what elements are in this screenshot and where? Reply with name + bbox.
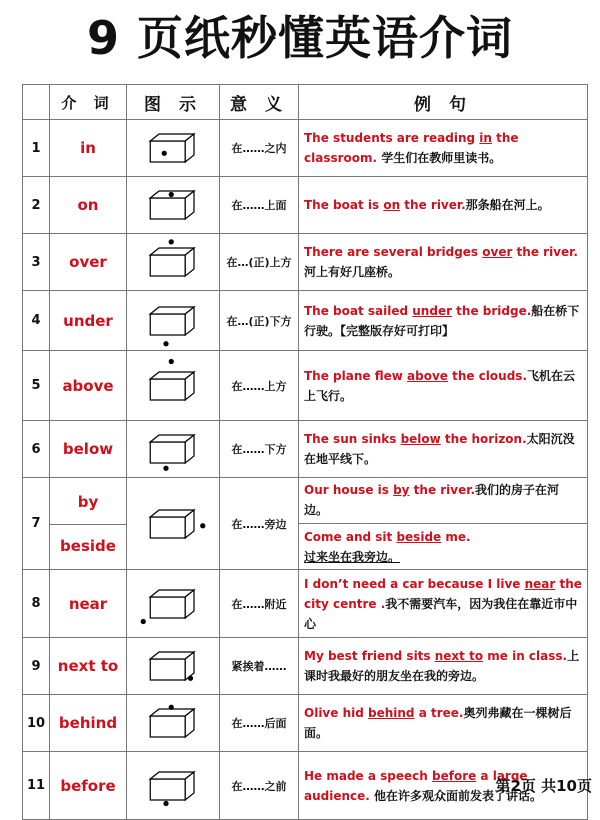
- example-sentence: The boat sailed under the bridge.船在桥下行驶。【完整版存好可打印】: [299, 291, 588, 351]
- example-sentence: The sun sinks below the horizon.太阳沉没在地平线下。: [299, 421, 588, 478]
- example-sentence: The boat is on the river.那条船在河上。: [299, 177, 588, 234]
- preposition: over: [50, 234, 127, 291]
- meaning: 在……之内: [220, 120, 299, 177]
- cube-diagram-icon: [127, 120, 220, 177]
- cube-diagram-icon: [127, 177, 220, 234]
- table-header: [23, 85, 588, 120]
- table-row: [23, 478, 588, 570]
- cube-diagram-icon: [127, 638, 220, 695]
- example-sentence: He made a speech before a large audience. 他在许多观众面前发表了讲话。: [299, 752, 588, 820]
- table-row: [23, 695, 588, 752]
- preposition: near: [50, 570, 127, 638]
- meaning: 在……附近: [220, 570, 299, 638]
- meaning: 在……上面: [220, 177, 299, 234]
- meaning: 在……上方: [220, 351, 299, 421]
- preposition: behind: [50, 695, 127, 752]
- preposition: on: [50, 177, 127, 234]
- header-pic: 图 示: [127, 85, 220, 120]
- row-number: 4: [23, 291, 50, 351]
- row-number: 3: [23, 234, 50, 291]
- row-number: 5: [23, 351, 50, 421]
- preposition: by beside: [50, 478, 127, 570]
- row-number: 9: [23, 638, 50, 695]
- example-sentence: There are several bridges over the river.河上有好几座桥。: [299, 234, 588, 291]
- table-row: [23, 638, 588, 695]
- meaning: 在……后面: [220, 695, 299, 752]
- preposition: above: [50, 351, 127, 421]
- preposition-table: [22, 84, 588, 820]
- page-title: 9 页纸秒懂英语介词: [86, 11, 514, 65]
- preposition: below: [50, 421, 127, 478]
- row-number: 6: [23, 421, 50, 478]
- cube-diagram-icon: [127, 570, 220, 638]
- meaning: 紧挨着……: [220, 638, 299, 695]
- row-number: 10: [23, 695, 50, 752]
- cube-diagram-icon: [127, 478, 220, 570]
- example-sentence: The students are reading in the classroom. 学生们在教师里读书。: [299, 120, 588, 177]
- header-num: [23, 85, 50, 120]
- cube-diagram-icon: [127, 421, 220, 478]
- example-sentence: My best friend sits next to me in class.上课时我最好的朋友坐在我的旁边。: [299, 638, 588, 695]
- table-row: [23, 421, 588, 478]
- header-example: 例 句: [299, 85, 588, 120]
- table-row: [23, 351, 588, 421]
- row-number: 7: [23, 478, 50, 570]
- page-footer: 第2页 共10页: [495, 777, 592, 795]
- example-sentence: Our house is by the river.我们的房子在河边。 Come and sit beside me. 过来坐在我旁边。: [299, 478, 588, 570]
- table-row: [23, 234, 588, 291]
- cube-diagram-icon: [127, 752, 220, 820]
- row-number: 2: [23, 177, 50, 234]
- example-sentence: Olive hid behind a tree.奥列弗藏在一棵树后面。: [299, 695, 588, 752]
- preposition: before: [50, 752, 127, 820]
- row-number: 11: [23, 752, 50, 820]
- meaning: 在……之前: [220, 752, 299, 820]
- meaning: 在…(正)下方: [220, 291, 299, 351]
- header-prep: 介 词: [50, 85, 127, 120]
- meaning: 在…(正)上方: [220, 234, 299, 291]
- cube-diagram-icon: [127, 234, 220, 291]
- cube-diagram-icon: [127, 291, 220, 351]
- preposition: under: [50, 291, 127, 351]
- table-row: [23, 570, 588, 638]
- cube-diagram-icon: [127, 695, 220, 752]
- example-sentence: The plane flew above the clouds.飞机在云上飞行。: [299, 351, 588, 421]
- table-row: [23, 291, 588, 351]
- example-sentence: I don’t need a car because I live near the city centre .我不需要汽车，因为我住在靠近市中心: [299, 570, 588, 638]
- table-row: [23, 120, 588, 177]
- cube-diagram-icon: [127, 351, 220, 421]
- row-number: 8: [23, 570, 50, 638]
- preposition: next to: [50, 638, 127, 695]
- table-row: [23, 177, 588, 234]
- meaning: 在……旁边: [220, 478, 299, 570]
- preposition: in: [50, 120, 127, 177]
- header-mean: 意 义: [220, 85, 299, 120]
- meaning: 在……下方: [220, 421, 299, 478]
- row-number: 1: [23, 120, 50, 177]
